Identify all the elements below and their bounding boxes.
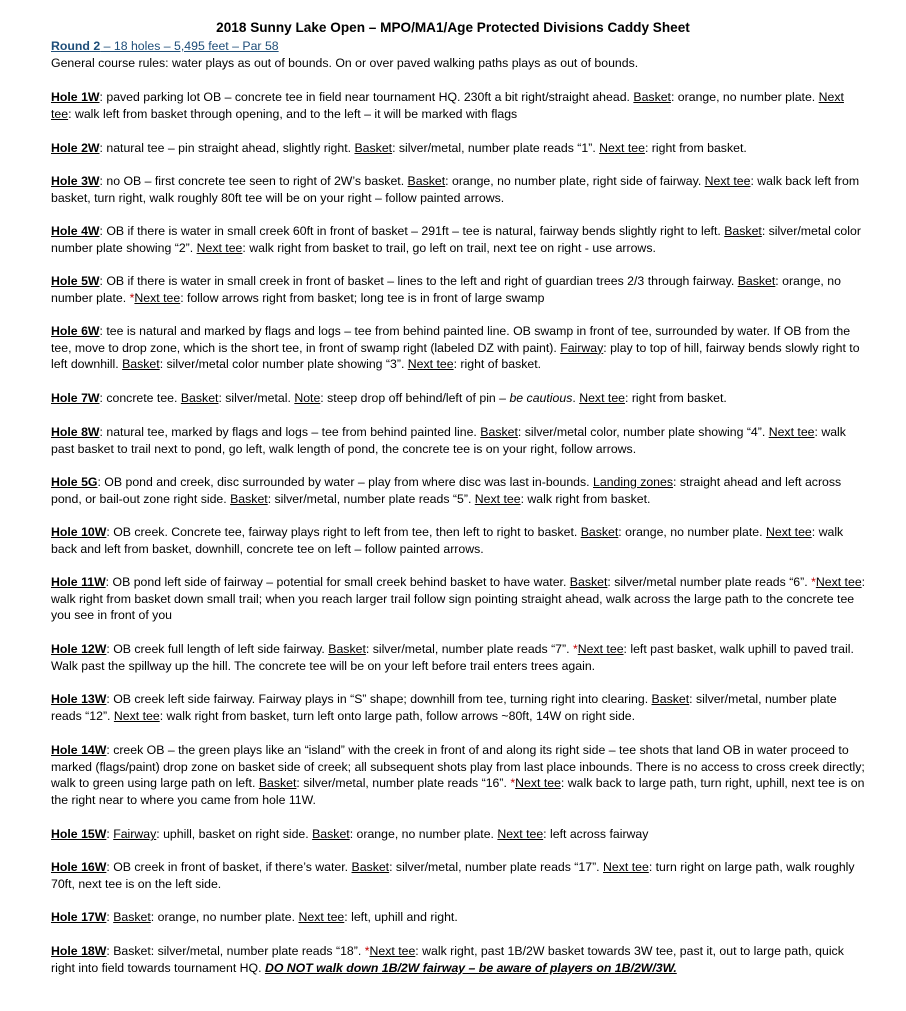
hole-name: Hole 15W xyxy=(51,827,107,841)
asterisk-marker: * xyxy=(129,290,135,305)
hole-text: : silver/metal, number plate reads “16”. xyxy=(296,776,511,791)
hole-entry xyxy=(51,390,866,407)
field-label: Next tee xyxy=(515,776,561,791)
field-label: Next tee xyxy=(474,491,521,506)
emphasis-text: be cautious xyxy=(509,391,573,405)
field-label: Basket xyxy=(737,274,776,288)
field-label: Basket xyxy=(651,692,690,706)
field-label: Basket xyxy=(180,391,219,405)
hole-text: : OB if there is water in small creek 60ft in front of basket – 291ft – tee is natural, fairway bends slightly right to left. xyxy=(99,224,725,238)
round-info xyxy=(51,38,279,55)
hole-text: : right from basket. xyxy=(644,141,747,155)
hole-text: : right of basket. xyxy=(453,357,542,372)
field-label: Basket xyxy=(312,827,350,841)
hole-text: : walk right from basket, turn left onto large path, follow arrows ~80ft, 14W on right side. xyxy=(159,708,636,723)
hole-text: : left across fairway xyxy=(543,827,649,841)
hole-name: Hole 8W xyxy=(51,425,100,439)
hole-entry xyxy=(51,943,866,976)
field-label: Basket xyxy=(113,910,151,924)
field-label: Next tee xyxy=(134,290,181,305)
hole-entry xyxy=(51,574,866,624)
hole-text: : right from basket. xyxy=(625,391,727,405)
round-label: Round 2 xyxy=(51,39,101,53)
field-label: Next tee xyxy=(407,357,454,372)
hole-text: : walk right from basket to trail, go left on trail, next tee on right - use arrows. xyxy=(242,240,656,255)
hole-text: : uphill, basket on right side. xyxy=(156,827,313,841)
field-label: Next tee xyxy=(497,827,544,841)
field-label: Next tee xyxy=(577,642,624,656)
hole-name: Hole 5G xyxy=(51,475,98,489)
hole-text: : silver/metal, number plate reads “17”. xyxy=(389,860,604,874)
hole-text: : orange, no number plate. xyxy=(618,525,766,539)
hole-text: : follow arrows right from basket; long tee is in front of large swamp xyxy=(180,290,545,305)
field-label: Next tee xyxy=(599,141,645,155)
hole-text: : walk right from basket. xyxy=(520,491,651,506)
hole-text: : OB creek full length of left side fairway. xyxy=(106,642,329,656)
hole-name: Hole 10W xyxy=(51,525,107,539)
hole-entry xyxy=(51,424,866,457)
hole-entry xyxy=(51,742,866,808)
field-label: Basket xyxy=(122,357,160,372)
hole-entry xyxy=(51,140,866,157)
hole-name: Hole 6W xyxy=(51,324,100,338)
hole-text: : creek OB – the green plays like an “island” with the creek in front of and along its right side – tee shots that land OB in water proceed to marked (flags/paint) drop zone on basket side of creek; all subsequent shots play from last place inbounds. There is no access to cross creek directly; walk to green using large path on left. xyxy=(51,743,865,791)
hole-entry xyxy=(51,89,866,122)
hole-entry xyxy=(51,859,866,892)
hole-text: : orange, no number plate. xyxy=(150,910,299,924)
asterisk-marker: * xyxy=(364,944,370,958)
hole-text: : OB pond and creek, disc surrounded by water – play from where disc was last in-bounds. xyxy=(97,475,594,489)
hole-text: : silver/metal color number plate showing “2”. xyxy=(51,224,861,255)
hole-text: : left past basket, walk uphill to paved trail. Walk past the spillway up the hill. The concrete tee will be on your left before trail enters trees again. xyxy=(51,642,854,673)
hole-text: : left, uphill and right. xyxy=(344,910,458,924)
hole-text: : orange, no number plate. xyxy=(670,90,819,104)
hole-entry xyxy=(51,641,866,674)
field-label: Next tee xyxy=(815,575,862,589)
field-label: Next tee xyxy=(765,525,812,539)
hole-text: : play to top of hill, fairway bends slowly right to left downhill. xyxy=(51,340,860,372)
field-label: Basket xyxy=(724,224,762,238)
hole-text: : walk back to large path, turn right, uphill, next tee is on the right near to where you came from hole 11W. xyxy=(51,776,865,807)
hole-text: : walk right, past 1B/2W basket towards 3W tee, past it, out to large path, quick right into field towards tournament HQ. xyxy=(51,944,844,975)
hole-text: : natural tee – pin straight ahead, slightly right. xyxy=(99,141,355,155)
hole-text: : straight ahead and left across pond, or bail-out zone right side. xyxy=(51,475,842,506)
general-course-rules: General course rules: water plays as out of bounds. On or over paved walking paths plays as out of bounds. xyxy=(51,56,639,70)
hole-name: Hole 2W xyxy=(51,141,100,155)
field-label: Next tee xyxy=(369,944,416,958)
hole-entry xyxy=(51,323,866,373)
hole-name: Hole 5W xyxy=(51,274,100,288)
hole-text: : OB if there is water in small creek in front of basket – lines to the left and right of guardian trees 2/3 through fairway. xyxy=(99,274,738,288)
hole-text: : silver/metal, number plate reads “1”. xyxy=(392,141,600,155)
hole-name: Hole 1W xyxy=(51,90,100,104)
hole-text: . xyxy=(572,391,580,405)
hole-text: : OB creek left side fairway. Fairway plays in “S” shape; downhill from tee, turning right into clearing. xyxy=(106,692,652,706)
hole-entry xyxy=(51,524,866,557)
hole-text: : xyxy=(106,827,114,841)
hole-text: : Basket: silver/metal, number plate reads “18”. xyxy=(106,944,365,958)
hole-entry xyxy=(51,223,866,256)
hole-name: Hole 4W xyxy=(51,224,100,238)
asterisk-marker: * xyxy=(572,642,578,656)
hole-text: : silver/metal, number plate reads “7”. xyxy=(365,642,573,656)
round-details: – 18 holes – 5,495 feet – Par 58 xyxy=(100,39,279,53)
hole-entry xyxy=(51,909,866,926)
document-title: 2018 Sunny Lake Open – MPO/MA1/Age Protected Divisions Caddy Sheet xyxy=(216,20,690,35)
field-label: Basket xyxy=(230,491,268,506)
hole-text: : steep drop off behind/left of pin – xyxy=(320,391,510,405)
hole-text: : OB creek in front of basket, if there’s water. xyxy=(106,860,352,874)
hole-text: : walk right from basket down small trail; when you reach larger trail follow sign pointing straight ahead, walk across the large path to the concrete tee you see in front of you xyxy=(51,575,866,623)
hole-text: : silver/metal color, number plate showing “4”. xyxy=(517,425,769,439)
field-label: Basket xyxy=(354,141,393,155)
asterisk-marker: * xyxy=(510,776,516,791)
hole-text: : walk past basket to trail next to pond, go left, walk length of pond, the concrete tee is on your right, follow arrows. xyxy=(51,425,846,456)
hole-name: Hole 3W xyxy=(51,174,100,188)
field-label: Note xyxy=(294,391,321,405)
hole-text: : orange, no number plate. xyxy=(349,827,498,841)
hole-entry xyxy=(51,826,866,843)
hole-text: : paved parking lot OB – concrete tee in field near tournament HQ. 230ft a bit right/straight ahead. xyxy=(99,90,634,104)
hole-entry xyxy=(51,173,866,206)
field-label: Basket xyxy=(407,174,446,188)
field-label: Next tee xyxy=(579,391,625,405)
hole-name: Hole 13W xyxy=(51,692,107,706)
field-label: Next tee xyxy=(298,910,345,924)
field-label: Basket xyxy=(351,860,390,874)
hole-entry xyxy=(51,691,866,724)
hole-text: : OB pond left side of fairway – potential for small creek behind basket to have water. xyxy=(105,575,570,589)
hole-text: : silver/metal, number plate reads “12”. xyxy=(51,692,837,723)
hole-text: : concrete tee. xyxy=(99,391,181,405)
field-label: Landing zones xyxy=(593,475,674,489)
hole-name: Hole 14W xyxy=(51,743,107,757)
field-label: Fairway xyxy=(113,827,157,841)
field-label: Basket xyxy=(258,776,297,791)
field-label: Next tee xyxy=(113,708,160,723)
hole-text: : orange, no number plate. xyxy=(51,274,841,305)
hole-name: Hole 11W xyxy=(51,575,106,589)
field-label: Next tee xyxy=(704,174,751,188)
hole-entry xyxy=(51,474,866,507)
field-label: Basket xyxy=(580,525,619,539)
hole-text: : silver/metal number plate reads “6”. xyxy=(607,575,812,589)
hole-text: : OB creek. Concrete tee, fairway plays right to left from tee, then left to right to basket. xyxy=(106,525,581,539)
field-label: Basket xyxy=(569,575,608,589)
hole-text: : walk back and left from basket, downhill, concrete tee on left – follow painted arrows. xyxy=(51,525,844,556)
hole-text: : turn right on large path, walk roughly 70ft, next tee is on the left side. xyxy=(51,860,855,891)
field-label: Basket xyxy=(480,425,518,439)
hole-text: : no OB – first concrete tee seen to right of 2W’s basket. xyxy=(99,174,408,188)
hole-text: : silver/metal, number plate reads “5”. xyxy=(267,491,475,506)
hole-text: : walk left from basket through opening, and to the left – it will be marked with flags xyxy=(68,106,518,121)
field-label: Basket xyxy=(633,90,671,104)
field-label: Next tee xyxy=(603,860,649,874)
field-label: Basket xyxy=(328,642,366,656)
hole-text: : xyxy=(106,910,114,924)
hole-name: Hole 16W xyxy=(51,860,107,874)
hole-text: : natural tee, marked by flags and logs – tee from behind painted line. xyxy=(99,425,481,439)
hole-name: Hole 7W xyxy=(51,391,100,405)
hole-text: : silver/metal color number plate showing “3”. xyxy=(159,357,408,372)
field-label: Next tee xyxy=(51,90,844,121)
hole-entry xyxy=(51,273,866,306)
field-label: Next tee xyxy=(768,425,815,439)
hole-text: : orange, no number plate, right side of fairway. xyxy=(445,174,705,188)
hole-text: : tee is natural and marked by flags and logs – tee from behind painted line. OB swamp in front of tee, surrounded by water. If OB from the tee, move to drop zone, which is the short tee, in front of swamp right (labeled DZ with paint). xyxy=(51,324,851,355)
field-label: Next tee xyxy=(196,240,243,255)
hole-name: Hole 18W xyxy=(51,944,107,958)
asterisk-marker: * xyxy=(811,575,816,589)
hole-text: : walk back left from basket, turn right, walk roughly 80ft tee will be on your right – follow painted arrows. xyxy=(51,174,860,205)
warning-text: DO NOT walk down 1B/2W fairway – be aware of players on 1B/2W/3W. xyxy=(264,960,677,975)
hole-name: Hole 17W xyxy=(51,910,107,924)
hole-text: : silver/metal. xyxy=(218,391,295,405)
hole-name: Hole 12W xyxy=(51,642,107,656)
field-label: Fairway xyxy=(560,340,604,355)
